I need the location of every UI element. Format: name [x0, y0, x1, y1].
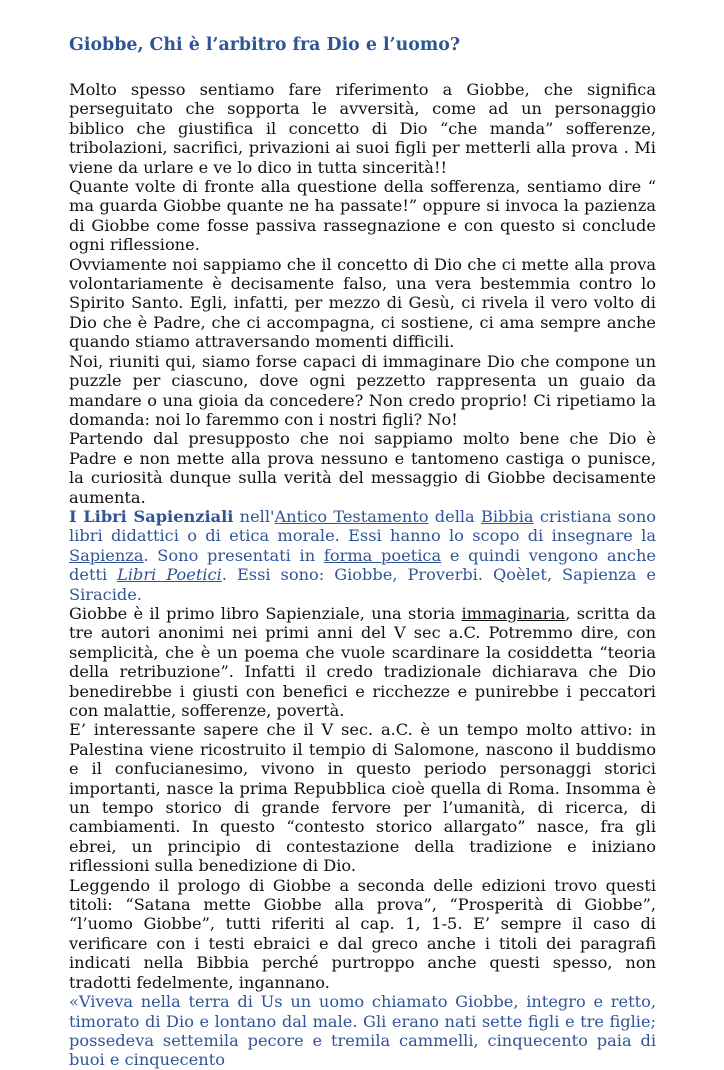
paragraph-quinto-secolo: E’ interessante sapere che il V sec. a.C. è un tempo molto attivo: in Palestina viene ricostruito il tempio di Salomone, nascono il buddismo e il confucianesimo, vivono in questo periodo personaggi storici importanti, nasce la prima Repubblica cioè quella di Roma. Insomma è un tempo storico di grande fervore per l’umanità, di ricerca, di cambiamenti. In questo “contesto storico allargato” nasce, fra gli ebrei, un principio di contestazione della tradizione e iniziano riflessioni sulla benedizione di Dio.	[69, 720, 656, 876]
forma-poetica-link[interactable]: forma poetica	[323, 545, 442, 565]
paragraph-presupposto: Partendo dal presupposto che noi sappiamo molto bene che Dio è Padre e non mette alla prova nessuno e tantomeno castiga o punisce, la curiosità dunque sulla verità del messaggio di Giobbe decisamente aumenta.	[69, 429, 656, 507]
immaginaria-link[interactable]: immaginaria	[461, 603, 566, 623]
giobbe-text: , scritta da tre autori anonimi nei primi anni del V sec a.C. Potremmo dire, con semplicità, che è un poema che vuole scardinare la cosiddetta “teoria della retribuzione”. Infatti il credo tradizionale dichiarava che Dio benedirebbe i giusti con benefici e ricchezze e punirebbe i peccatori con malattie, sofferenze, povertà.	[69, 603, 656, 720]
sapienziali-text: cristiana sono libri didattici o di etica morale. Essi hanno lo scopo di insegnare la	[69, 506, 656, 546]
libri-sapienziali-heading: I Libri Sapienziali	[69, 506, 234, 526]
blank-line	[69, 57, 656, 80]
paragraph-puzzle: Noi, riuniti qui, siamo forse capaci di immaginare Dio che compone un puzzle per ciascuno, dove ogni pezzetto rappresenta un guaio da mandare o una gioia da concedere? Non credo proprio! Ci ripetiamo la domanda: noi lo faremmo con i nostri figli? No!	[69, 351, 656, 429]
paragraph-giobbe-primo-libro	[69, 604, 656, 720]
sapienziali-text: . Sono presentati in	[143, 545, 324, 565]
paragraph-quante-volte: Quante volte di fronte alla questione della sofferenza, sentiamo dire “ ma guarda Giobbe quante ne ha passate!” oppure si invoca la pazienza di Giobbe come fosse passiva rassegnazione e con questo si conclude ogni riflessione.	[69, 177, 656, 255]
bible-quote: «Viveva nella terra di Us un uomo chiamato Giobbe, integro e retto, timorato di Dio e lontano dal male. Gli erano nati sette figli e tre figlie; possedeva settemila pecore e tremila cammelli, cinquecento paia di buoi e cinquecento	[69, 992, 656, 1070]
sapienziali-text: della	[428, 506, 481, 526]
paragraph-ovviamente: Ovviamente noi sappiamo che il concetto di Dio che ci mette alla prova volontariamente è decisamente falso, una vera bestemmia contro lo Spirito Santo. Egli, infatti, per mezzo di Gesù, ci rivela il vero volto di Dio che è Padre, che ci accompagna, ci sostiene, ci ama sempre anche quando stiamo attraversando momenti difficili.	[69, 254, 656, 352]
sapienziali-text: nell'	[233, 506, 275, 526]
bibbia-link[interactable]: Bibbia	[480, 506, 534, 526]
giobbe-text: Giobbe è il primo libro Sapienziale, una storia	[69, 603, 462, 623]
paragraph-intro: Molto spesso sentiamo fare riferimento a Giobbe, che significa perseguitato che sopporta le avversità, come ad un personaggio biblico che giustifica il concetto di Dio “che manda” sofferenze, tribolazioni, sacrifici, privazioni ai suoi figli per metterli alla prova . Mi viene da urlare e ve lo dico in tutta sincerità!!	[69, 80, 656, 177]
libri-poetici-link[interactable]: Libri Poetici	[117, 565, 222, 585]
sapienziali-text: . Essi sono: Giobbe, Proverbi. Qoèlet, Sapienza e Siracide.	[69, 565, 657, 604]
document-title: Giobbe, Chi è l’arbitro fra Dio e l’uomo?	[69, 35, 461, 55]
paragraph-prologo: Leggendo il prologo di Giobbe a seconda delle edizioni trovo questi titoli: “Satana mette Giobbe alla prova”, “Prosperità di Giobbe”, “l’uomo Giobbe”, tutti riferiti al cap. 1, 1-5. E’ sempre il caso di verificare con i testi ebraici e dal greco anche i titoli dei paragrafi indicati nella Bibbia perché purtroppo anche questi spesso, non tradotti fedelmente, ingannano.	[69, 875, 656, 992]
paragraph-libri-sapienziali	[69, 507, 656, 604]
antico-testamento-link[interactable]: Antico Testamento	[274, 506, 429, 526]
sapienziali-text: e quindi vengono anche detti	[69, 545, 657, 585]
sapienza-link[interactable]: Sapienza	[69, 545, 144, 565]
